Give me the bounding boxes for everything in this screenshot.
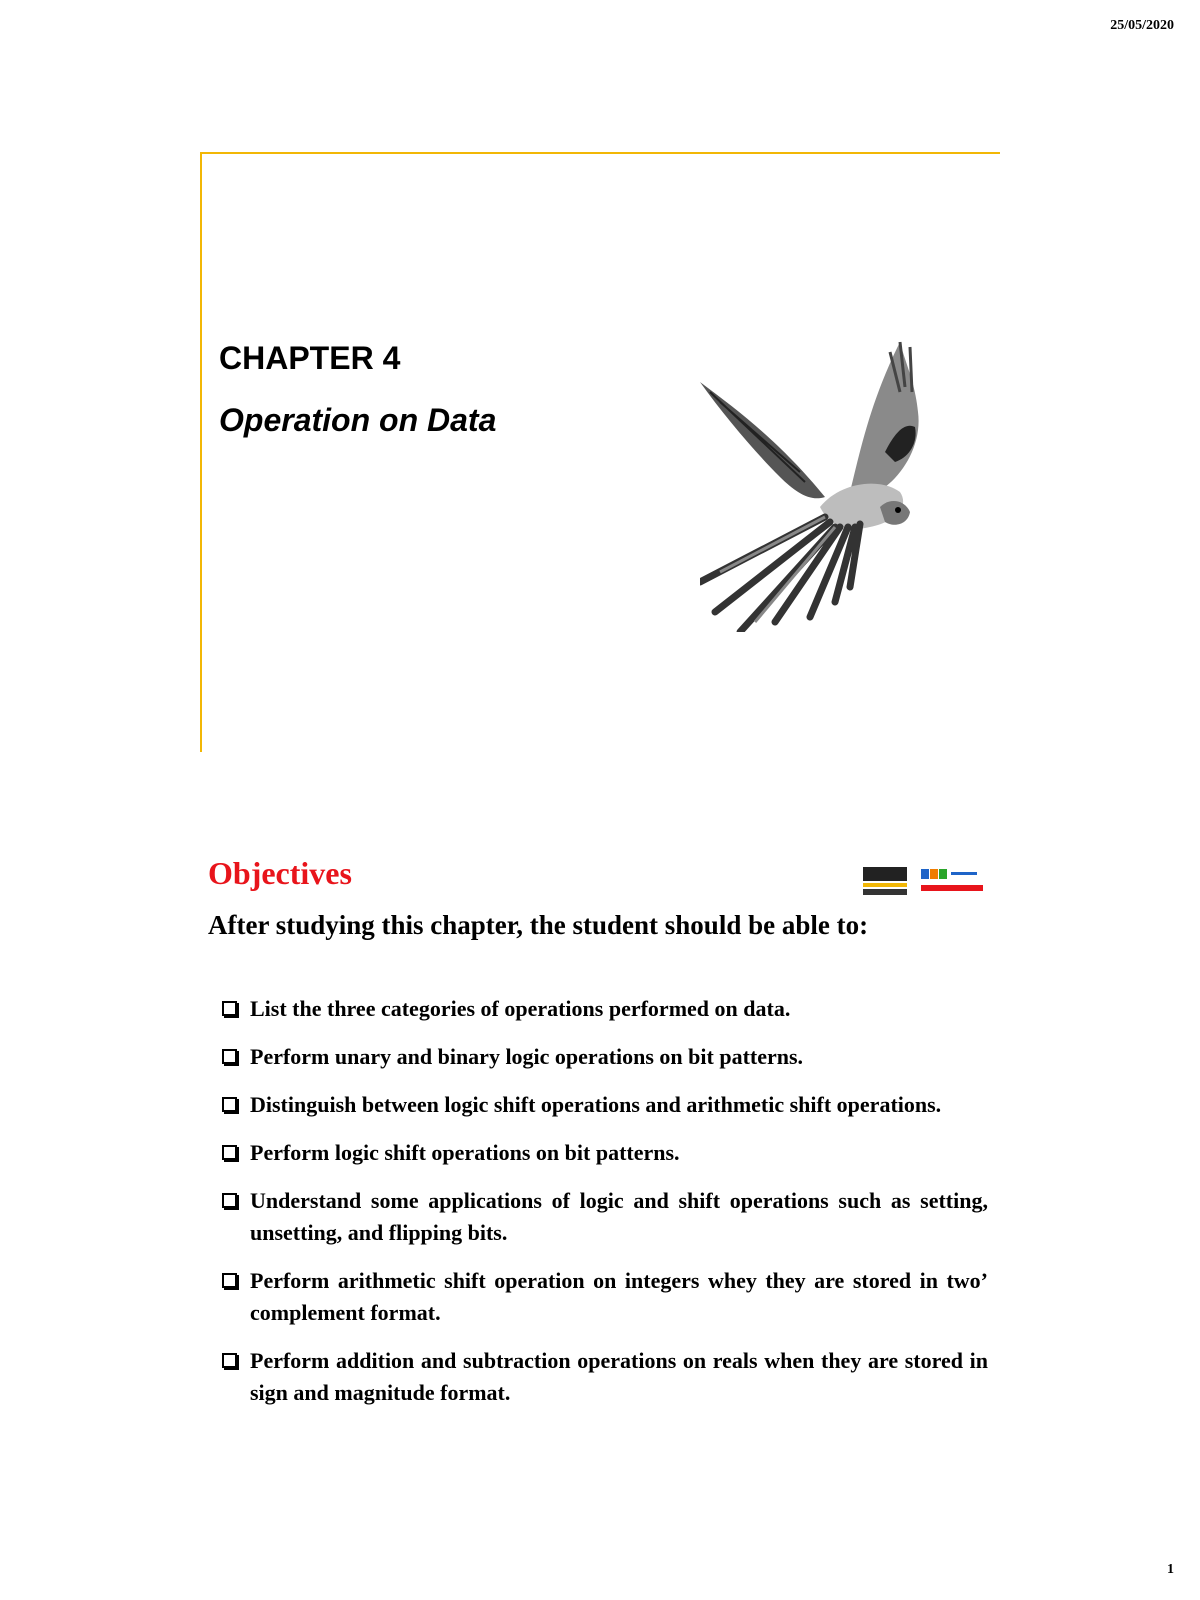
objective-text: Perform unary and binary logic operations on bit patterns. xyxy=(250,1044,804,1069)
list-item xyxy=(220,1345,988,1409)
checkbox-bullet-icon xyxy=(222,1097,237,1112)
checkbox-bullet-icon xyxy=(222,1273,237,1288)
list-item xyxy=(220,1041,988,1073)
objectives-list xyxy=(220,993,988,1425)
objectives-lead-text: After studying this chapter, the student should be able to: xyxy=(208,910,869,940)
slide-accent-horizontal-line xyxy=(200,152,1000,154)
slide-accent-vertical-line xyxy=(200,152,202,752)
list-item xyxy=(220,1185,988,1249)
objective-text: Understand some applications of logic and shift operations such as setting, unsetting, and flipping bits. xyxy=(250,1188,988,1245)
objectives-title: Objectives xyxy=(208,855,352,891)
objective-text: Perform logic shift operations on bit patterns. xyxy=(250,1140,680,1165)
checkbox-bullet-icon xyxy=(222,1353,237,1368)
print-date: 25/05/2020 xyxy=(1110,18,1174,33)
checkbox-bullet-icon xyxy=(222,1193,237,1208)
objective-text: Perform arithmetic shift operation on integers whey they are stored in two’ complement format. xyxy=(250,1268,988,1325)
checkbox-bullet-icon xyxy=(222,1049,237,1064)
list-item xyxy=(220,1137,988,1169)
objective-text: Perform addition and subtraction operations on reals when they are stored in sign and magnitude format. xyxy=(250,1348,988,1405)
fpt-university-logo xyxy=(863,867,985,897)
objective-text: List the three categories of operations performed on data. xyxy=(250,996,791,1021)
parrot-illustration xyxy=(700,332,960,632)
checkbox-bullet-icon xyxy=(222,1001,237,1016)
list-item xyxy=(220,1265,988,1329)
list-item xyxy=(220,1089,988,1121)
chapter-heading: CHAPTER 4 xyxy=(219,340,401,376)
title-slide xyxy=(200,152,1000,752)
chapter-subtitle: Operation on Data xyxy=(219,402,497,438)
list-item xyxy=(220,993,988,1025)
objective-text: Distinguish between logic shift operations and arithmetic shift operations. xyxy=(250,1092,942,1117)
checkbox-bullet-icon xyxy=(222,1145,237,1160)
objectives-slide xyxy=(200,855,1000,1455)
page-number: 1 xyxy=(1167,1562,1174,1577)
